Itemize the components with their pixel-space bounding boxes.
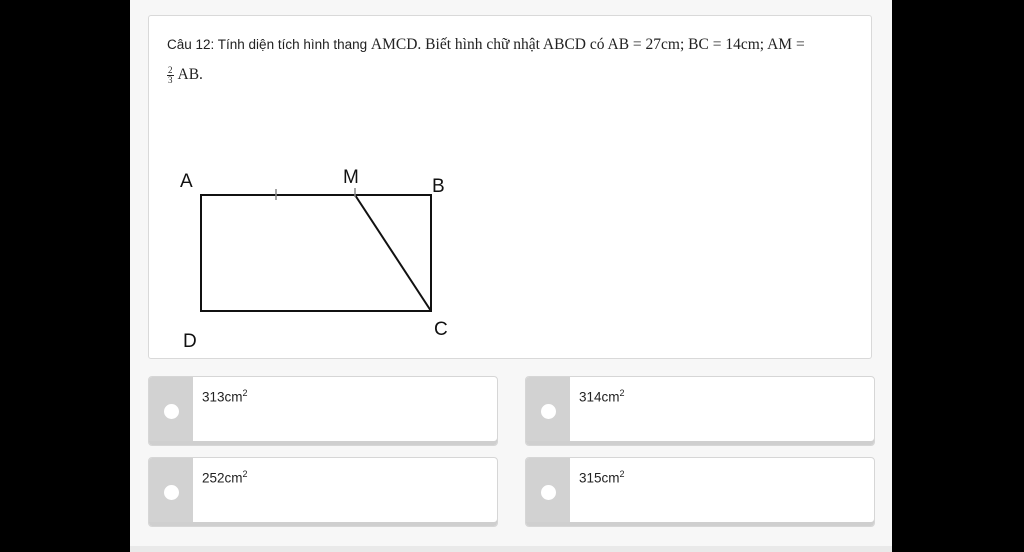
radio-zone [149,377,193,441]
label-d: D [183,331,197,352]
answer-value: 252cm [202,470,243,486]
page-bottom-bar [130,546,892,552]
answer-option-1[interactable] [148,376,498,446]
radio-circle-icon[interactable] [541,404,556,419]
fraction-denominator: 3 [168,75,173,85]
answer-label [202,388,248,405]
segment-mc [355,195,431,311]
rectangle-abcd [201,195,431,311]
answer-exponent: 2 [242,469,248,479]
label-b: B [432,176,445,197]
label-m: M [343,167,359,188]
answer-exponent: 2 [619,469,625,479]
fraction [167,66,174,85]
answer-value: 315cm [579,470,620,486]
question-card [148,15,872,359]
radio-zone [149,458,193,522]
question-text [167,34,867,56]
quiz-page [130,0,892,552]
label-a: A [180,171,193,192]
answer-value: 314cm [579,389,620,405]
radio-zone [526,458,570,522]
answer-label [202,469,248,486]
answer-value: 313cm [202,389,243,405]
answer-exponent: 2 [619,388,625,398]
question-line-2-tail: AB. [177,66,203,84]
question-line-2 [167,66,203,85]
question-label: Câu 12: Tính diện tích hình thang [167,37,368,52]
answer-label [579,469,625,486]
answer-option-3[interactable] [148,457,498,527]
answer-label [579,388,625,405]
answer-option-2[interactable] [525,376,875,446]
fraction-numerator: 2 [168,65,173,75]
label-c: C [434,319,448,340]
answer-exponent: 2 [242,388,248,398]
radio-zone [526,377,570,441]
radio-circle-icon[interactable] [541,485,556,500]
radio-circle-icon[interactable] [164,404,179,419]
question-statement: AMCD. Biết hình chữ nhật ABCD có AB = 27cm; BC = 14cm; AM = [370,36,805,53]
answer-option-4[interactable] [525,457,875,527]
radio-circle-icon[interactable] [164,485,179,500]
rectangle-figure [169,164,469,354]
